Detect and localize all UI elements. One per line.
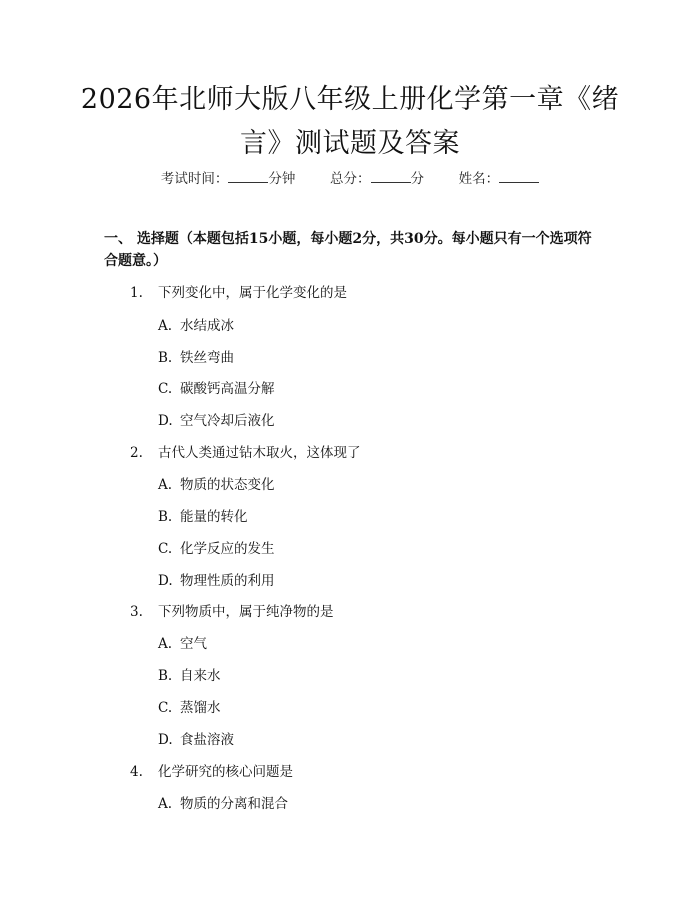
option-letter: A. [158, 796, 173, 812]
question-text: 古代人类通过钻木取火，这体现了 [158, 445, 361, 461]
option-text: 食盐溶液 [180, 732, 234, 748]
option [158, 505, 248, 525]
question-number: 1. [130, 285, 143, 301]
option-letter: D. [158, 732, 173, 748]
option-letter: C. [158, 381, 173, 397]
question-text: 化学研究的核心问题是 [158, 764, 293, 780]
option-text: 蒸馏水 [180, 700, 221, 716]
question-number: 4. [130, 764, 143, 780]
question [130, 441, 361, 461]
option-letter: B. [158, 350, 173, 366]
option-letter: C. [158, 700, 173, 716]
option-letter: D. [158, 413, 173, 429]
option-letter: B. [158, 509, 173, 525]
option-text: 碳酸钙高温分解 [180, 381, 275, 397]
time-unit: 分钟 [268, 171, 296, 187]
name-label: 姓名： [458, 171, 500, 187]
option-text: 化学反应的发生 [180, 541, 275, 557]
option-text: 物质的分离和混合 [180, 796, 288, 812]
option-text: 物质的状态变化 [180, 477, 275, 493]
option-text: 能量的转化 [180, 509, 248, 525]
option [158, 346, 234, 366]
option [158, 792, 288, 812]
time-label: 考试时间： [160, 171, 229, 187]
section-heading: 一、 选择题（本题包括15小题，每小题2分，共30分。每小题只有一个选项符合题意。） [104, 231, 592, 269]
option [158, 569, 275, 589]
option-text: 铁丝弯曲 [180, 350, 234, 366]
score-blank [371, 170, 411, 183]
option [158, 377, 275, 397]
question-text: 下列物质中，属于纯净物的是 [158, 604, 334, 620]
score-unit: 分 [410, 171, 424, 187]
option-letter: B. [158, 668, 173, 684]
question [130, 760, 293, 780]
option [158, 473, 275, 493]
option-text: 空气冷却后液化 [180, 413, 275, 429]
name-blank [499, 170, 539, 183]
question [130, 281, 347, 301]
option-letter: A. [158, 477, 173, 493]
exam-info [0, 167, 700, 187]
option [158, 696, 221, 716]
option-text: 空气 [180, 636, 207, 652]
time-blank [228, 170, 268, 183]
option-letter: D. [158, 573, 173, 589]
option-text: 自来水 [180, 668, 221, 684]
option [158, 537, 275, 557]
option-text: 物理性质的利用 [180, 573, 275, 589]
question-number: 2. [130, 445, 143, 461]
score-label: 总分： [330, 171, 371, 187]
option [158, 728, 234, 748]
question [130, 600, 334, 620]
document-title: 2026年北师大版八年级上册化学第一章《绪言》测试题及答案 [80, 84, 620, 159]
question-text: 下列变化中，属于化学变化的是 [158, 285, 347, 301]
option-text: 水结成冰 [180, 318, 234, 334]
option [158, 632, 207, 652]
option [158, 664, 221, 684]
option [158, 409, 275, 429]
question-number: 3. [130, 604, 143, 620]
option [158, 314, 234, 334]
option-letter: A. [158, 636, 173, 652]
option-letter: C. [158, 541, 173, 557]
option-letter: A. [158, 318, 173, 334]
